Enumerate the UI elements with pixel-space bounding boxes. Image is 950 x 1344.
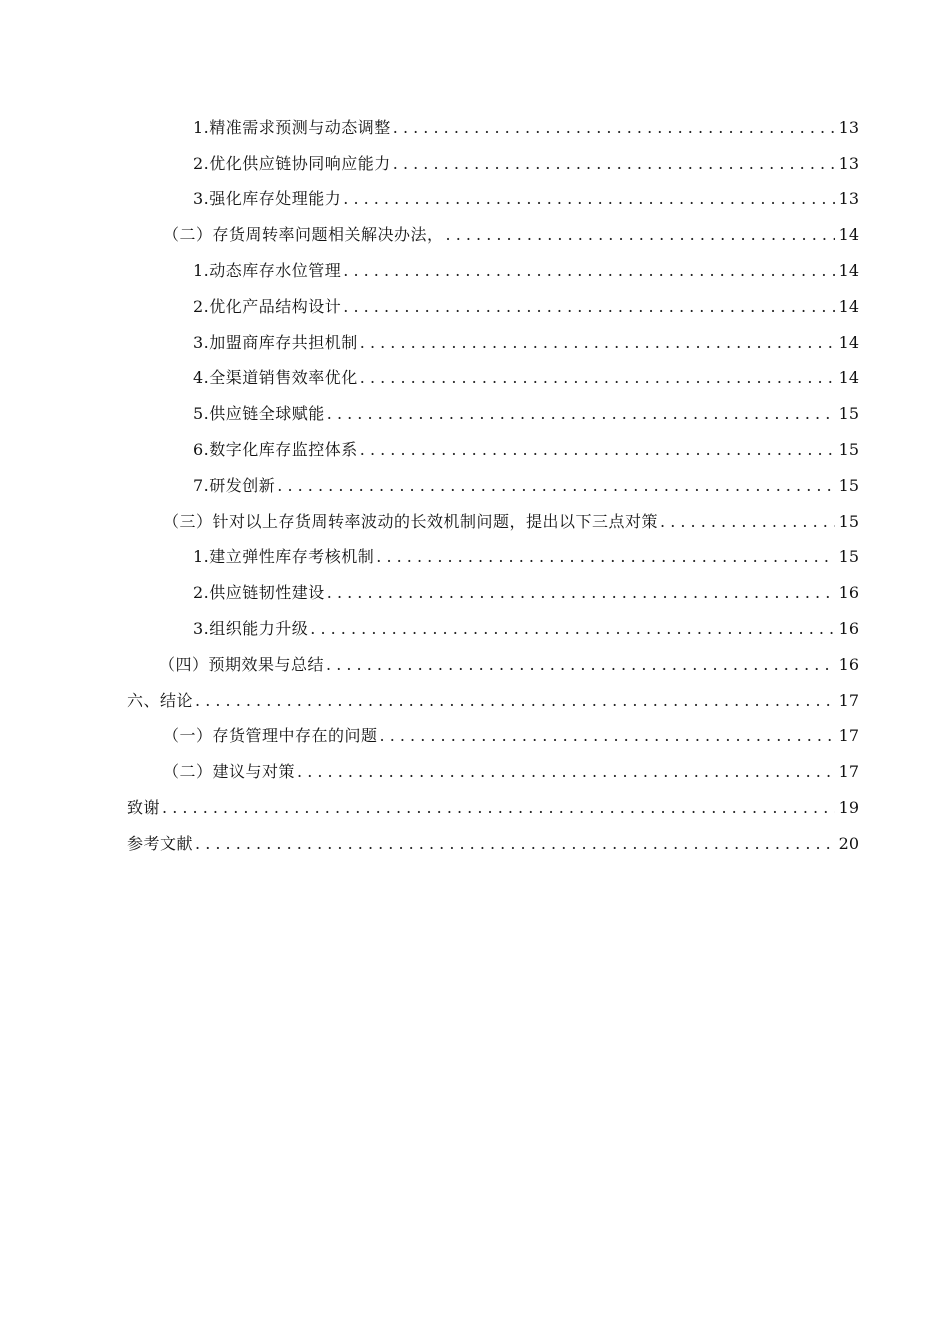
toc-entry[interactable] [0,611,950,647]
toc-entry-page: 17 [838,726,859,746]
toc-entry[interactable] [0,110,950,146]
toc-entry[interactable] [0,182,950,218]
toc-leader-dots [393,118,835,138]
toc-entry[interactable] [0,396,950,432]
toc-leader-dots [195,834,835,854]
toc-entry-page: 19 [838,798,859,818]
toc-entry-title: 3.组织能力升级 [193,619,309,639]
toc-entry[interactable] [0,325,950,361]
toc-entry-title: 致谢 [127,798,161,818]
toc-leader-dots [446,225,835,245]
toc-entry[interactable] [0,575,950,611]
toc-entry[interactable] [0,468,950,504]
toc-leader-dots [360,333,835,353]
toc-entry-title: 6.数字化库存监控体系 [193,440,358,460]
toc-entry[interactable] [0,289,950,325]
toc-entry[interactable] [0,719,950,755]
toc-entry-title: （二）存货周转率问题相关解决办法， [163,225,444,245]
toc-entry-title: （一）存货管理中存在的问题 [163,726,378,746]
toc-entry-page: 15 [838,547,859,567]
toc-entry-title: 六、结论 [127,690,194,710]
toc-entry-title: 5.供应链全球赋能 [193,404,325,424]
toc-leader-dots [327,404,835,424]
toc-leader-dots [376,547,835,567]
toc-leader-dots [343,189,835,209]
toc-entry-title: 1.精准需求预测与动态调整 [193,117,391,137]
toc-entry-title: 3.强化库存处理能力 [193,189,342,209]
toc-leader-dots [343,261,835,281]
toc-entry-title: （二）建议与对策 [163,762,296,782]
toc-entry-page: 17 [838,690,859,710]
toc-entry[interactable] [0,146,950,182]
toc-entry-page: 14 [838,225,859,245]
toc-entry-title: 2.优化供应链协同响应能力 [193,153,391,173]
toc-entry-page: 14 [838,332,859,352]
toc-entry-page: 14 [838,368,859,388]
toc-entry-page: 13 [838,189,859,209]
toc-entry[interactable] [0,540,950,576]
toc-entry[interactable] [0,253,950,289]
toc-entry[interactable] [0,217,950,253]
toc-entry-title: 4.全渠道销售效率优化 [193,368,358,388]
toc-leader-dots [380,726,835,746]
toc-leader-dots [277,476,835,496]
toc-leader-dots [297,762,835,782]
table-of-contents [0,110,950,862]
toc-entry-title: 2.优化产品结构设计 [193,296,342,316]
toc-entry-title: 1.动态库存水位管理 [193,261,342,281]
toc-entry-title: 2.供应链韧性建设 [193,583,325,603]
toc-entry-page: 15 [838,440,859,460]
toc-entry-title: （三）针对以上存货周转率波动的长效机制问题，提出以下三点对策 [163,511,659,531]
toc-leader-dots [360,368,835,388]
toc-entry-title: （四）预期效果与总结 [159,654,325,674]
toc-entry-title: 参考文献 [127,833,194,853]
toc-entry[interactable] [0,647,950,683]
toc-entry-title: 1.建立弹性库存考核机制 [193,547,375,567]
toc-entry-page: 15 [838,511,859,531]
toc-leader-dots [310,619,835,639]
toc-leader-dots [327,583,835,603]
toc-entry-title: 7.研发创新 [193,475,276,495]
toc-leader-dots [195,691,835,711]
toc-entry-page: 13 [838,153,859,173]
toc-leader-dots [393,154,835,174]
toc-entry-page: 17 [838,762,859,782]
toc-entry[interactable] [0,361,950,397]
toc-entry-page: 14 [838,261,859,281]
toc-entry-page: 14 [838,296,859,316]
toc-entry[interactable] [0,826,950,862]
toc-leader-dots [162,798,835,818]
toc-entry[interactable] [0,504,950,540]
toc-leader-dots [360,440,835,460]
toc-entry-page: 13 [838,117,859,137]
toc-entry-page: 16 [838,583,859,603]
toc-entry-page: 15 [838,404,859,424]
toc-entry-title: 3.加盟商库存共担机制 [193,332,358,352]
toc-entry[interactable] [0,754,950,790]
toc-leader-dots [343,297,835,317]
toc-leader-dots [326,655,835,675]
toc-entry[interactable] [0,790,950,826]
toc-entry[interactable] [0,432,950,468]
toc-entry-page: 15 [838,475,859,495]
toc-entry[interactable] [0,683,950,719]
toc-leader-dots [660,512,835,532]
toc-entry-page: 16 [838,619,859,639]
toc-entry-page: 16 [838,654,859,674]
toc-entry-page: 20 [838,833,859,853]
